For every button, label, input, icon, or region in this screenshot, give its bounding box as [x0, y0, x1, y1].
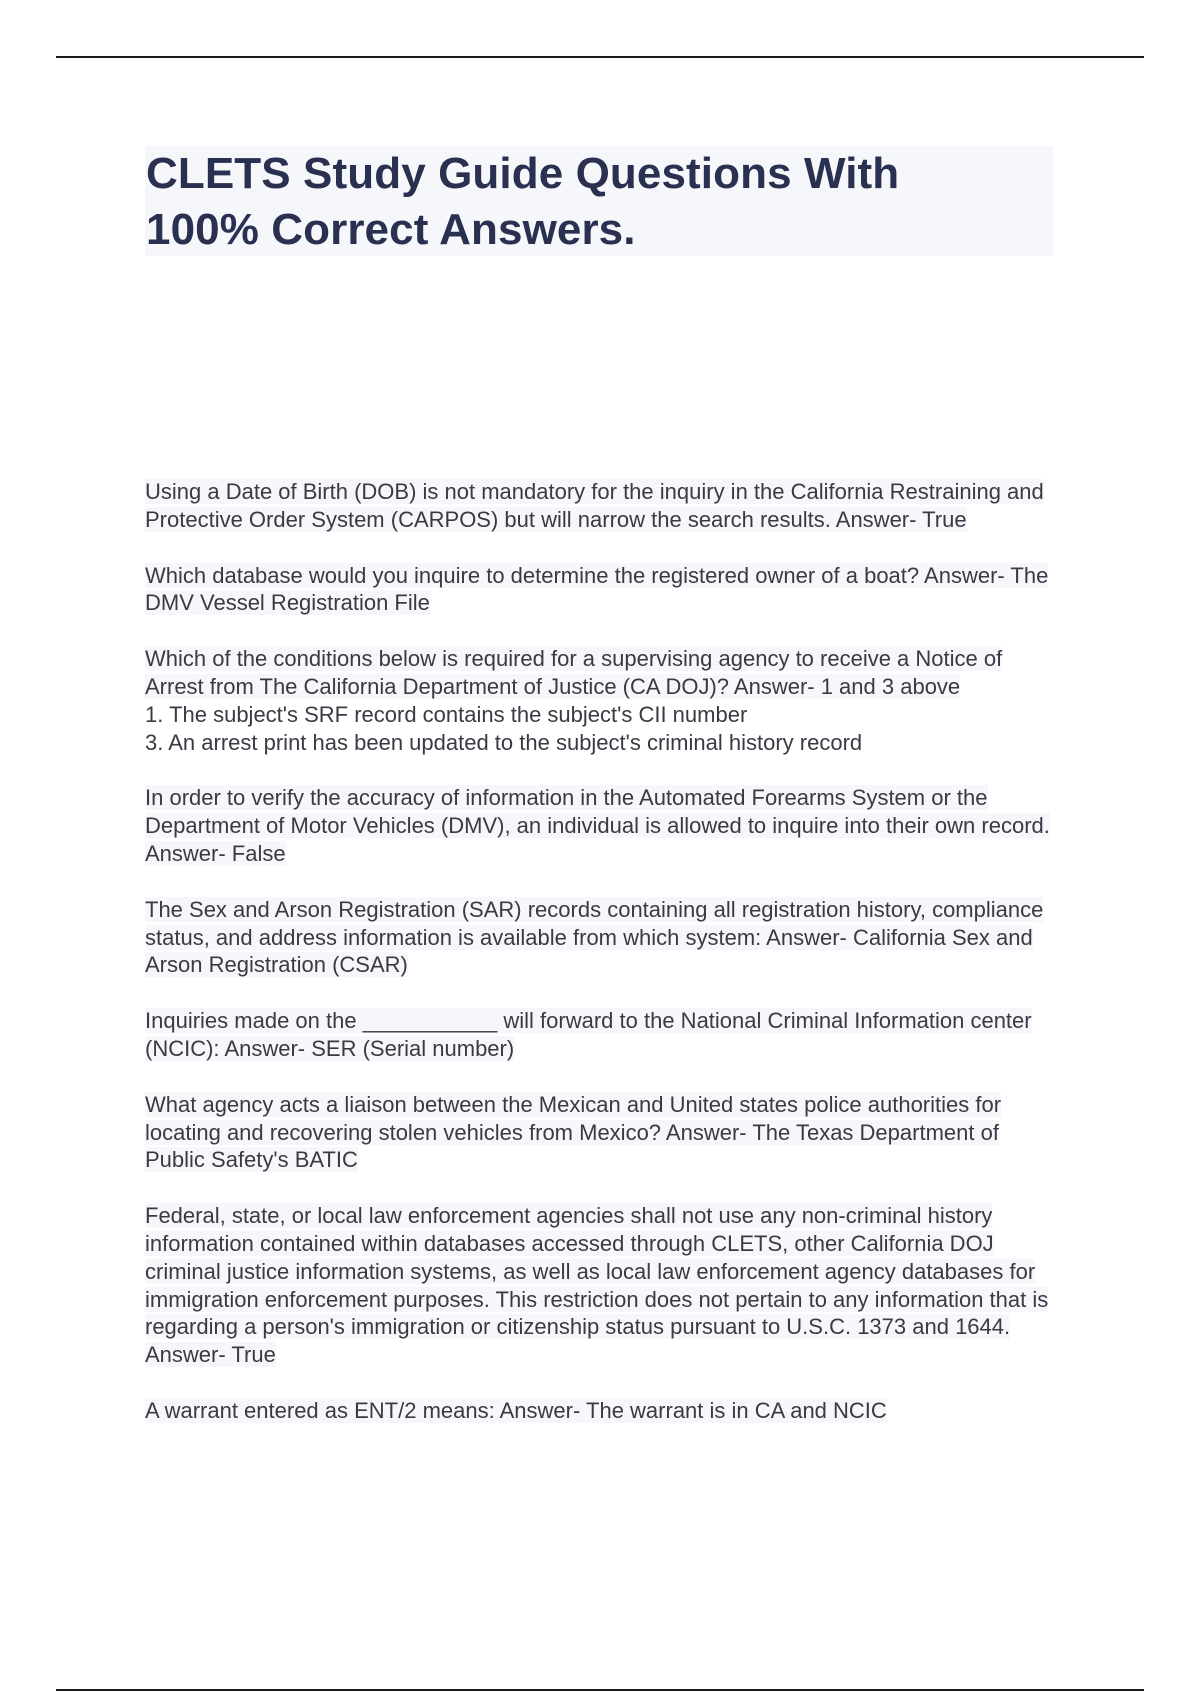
qa-subitem: 3. An arrest print has been updated to the subject's criminal history record — [145, 729, 863, 755]
qa-item — [145, 896, 1061, 979]
qa-text: A warrant entered as ENT/2 means: Answer- The warrant is in CA and NCIC — [145, 1397, 887, 1423]
qa-text: The Sex and Arson Registration (SAR) records containing all registration history, compliance status, and address information is available from which system: Answer- California Sex and Arson Registration (CSAR) — [145, 896, 1044, 978]
title-line-2: 100% Correct Answers. — [146, 205, 636, 254]
top-rule — [56, 56, 1144, 58]
qa-item — [145, 1202, 1061, 1369]
qa-text: Which of the conditions below is required for a supervising agency to receive a Notice of Arrest from The California Department of Justice (CA DOJ)? Answer- 1 and 3 above — [145, 646, 1003, 699]
qa-item — [145, 1091, 1061, 1174]
qa-text: Which database would you inquire to determine the registered owner of a boat? Answer- The DMV Vessel Registration File — [145, 562, 1049, 616]
qa-text: Federal, state, or local law enforcement agencies shall not use any non-criminal history information contained within databases accessed through CLETS, other California DOJ criminal justice information systems, as well as local law enforcement agency databases for immigration enforcement purposes. This restriction does not pertain to any information that is regarding a person's immigration or citizenship status pursuant to U.S.C. 1373 and 1644. Answer- True — [145, 1203, 1049, 1368]
qa-text: In order to verify the accuracy of information in the Automated Forearms System or the Department of Motor Vehicles (DMV), an individual is allowed to inquire into their own record. Answer- False — [145, 785, 1050, 866]
qa-item — [145, 478, 1061, 534]
qa-list — [145, 478, 1061, 1453]
qa-text: Using a Date of Birth (DOB) is not mandatory for the inquiry in the California Restraining and Protective Order System (CARPOS) but will narrow the search results. Answer- True — [145, 479, 1044, 532]
title-line-1: CLETS Study Guide Questions With — [146, 149, 900, 198]
title-block — [145, 146, 1053, 256]
qa-item — [145, 1007, 1061, 1063]
qa-text: Inquiries made on the ___________ will forward to the National Criminal Information center (NCIC): Answer- SER (Serial number) — [145, 1008, 1032, 1061]
bottom-rule — [56, 1689, 1144, 1691]
qa-subitem: 1. The subject's SRF record contains the subject's CII number — [145, 701, 748, 727]
qa-item — [145, 1397, 1061, 1425]
qa-text: What agency acts a liaison between the Mexican and United states police authorities for locating and recovering stolen vehicles from Mexico? Answer- The Texas Department of Public Safety's BATIC — [145, 1091, 1002, 1173]
qa-item — [145, 784, 1061, 867]
page-title — [145, 146, 1053, 258]
qa-item — [145, 645, 1061, 756]
qa-item — [145, 562, 1061, 618]
